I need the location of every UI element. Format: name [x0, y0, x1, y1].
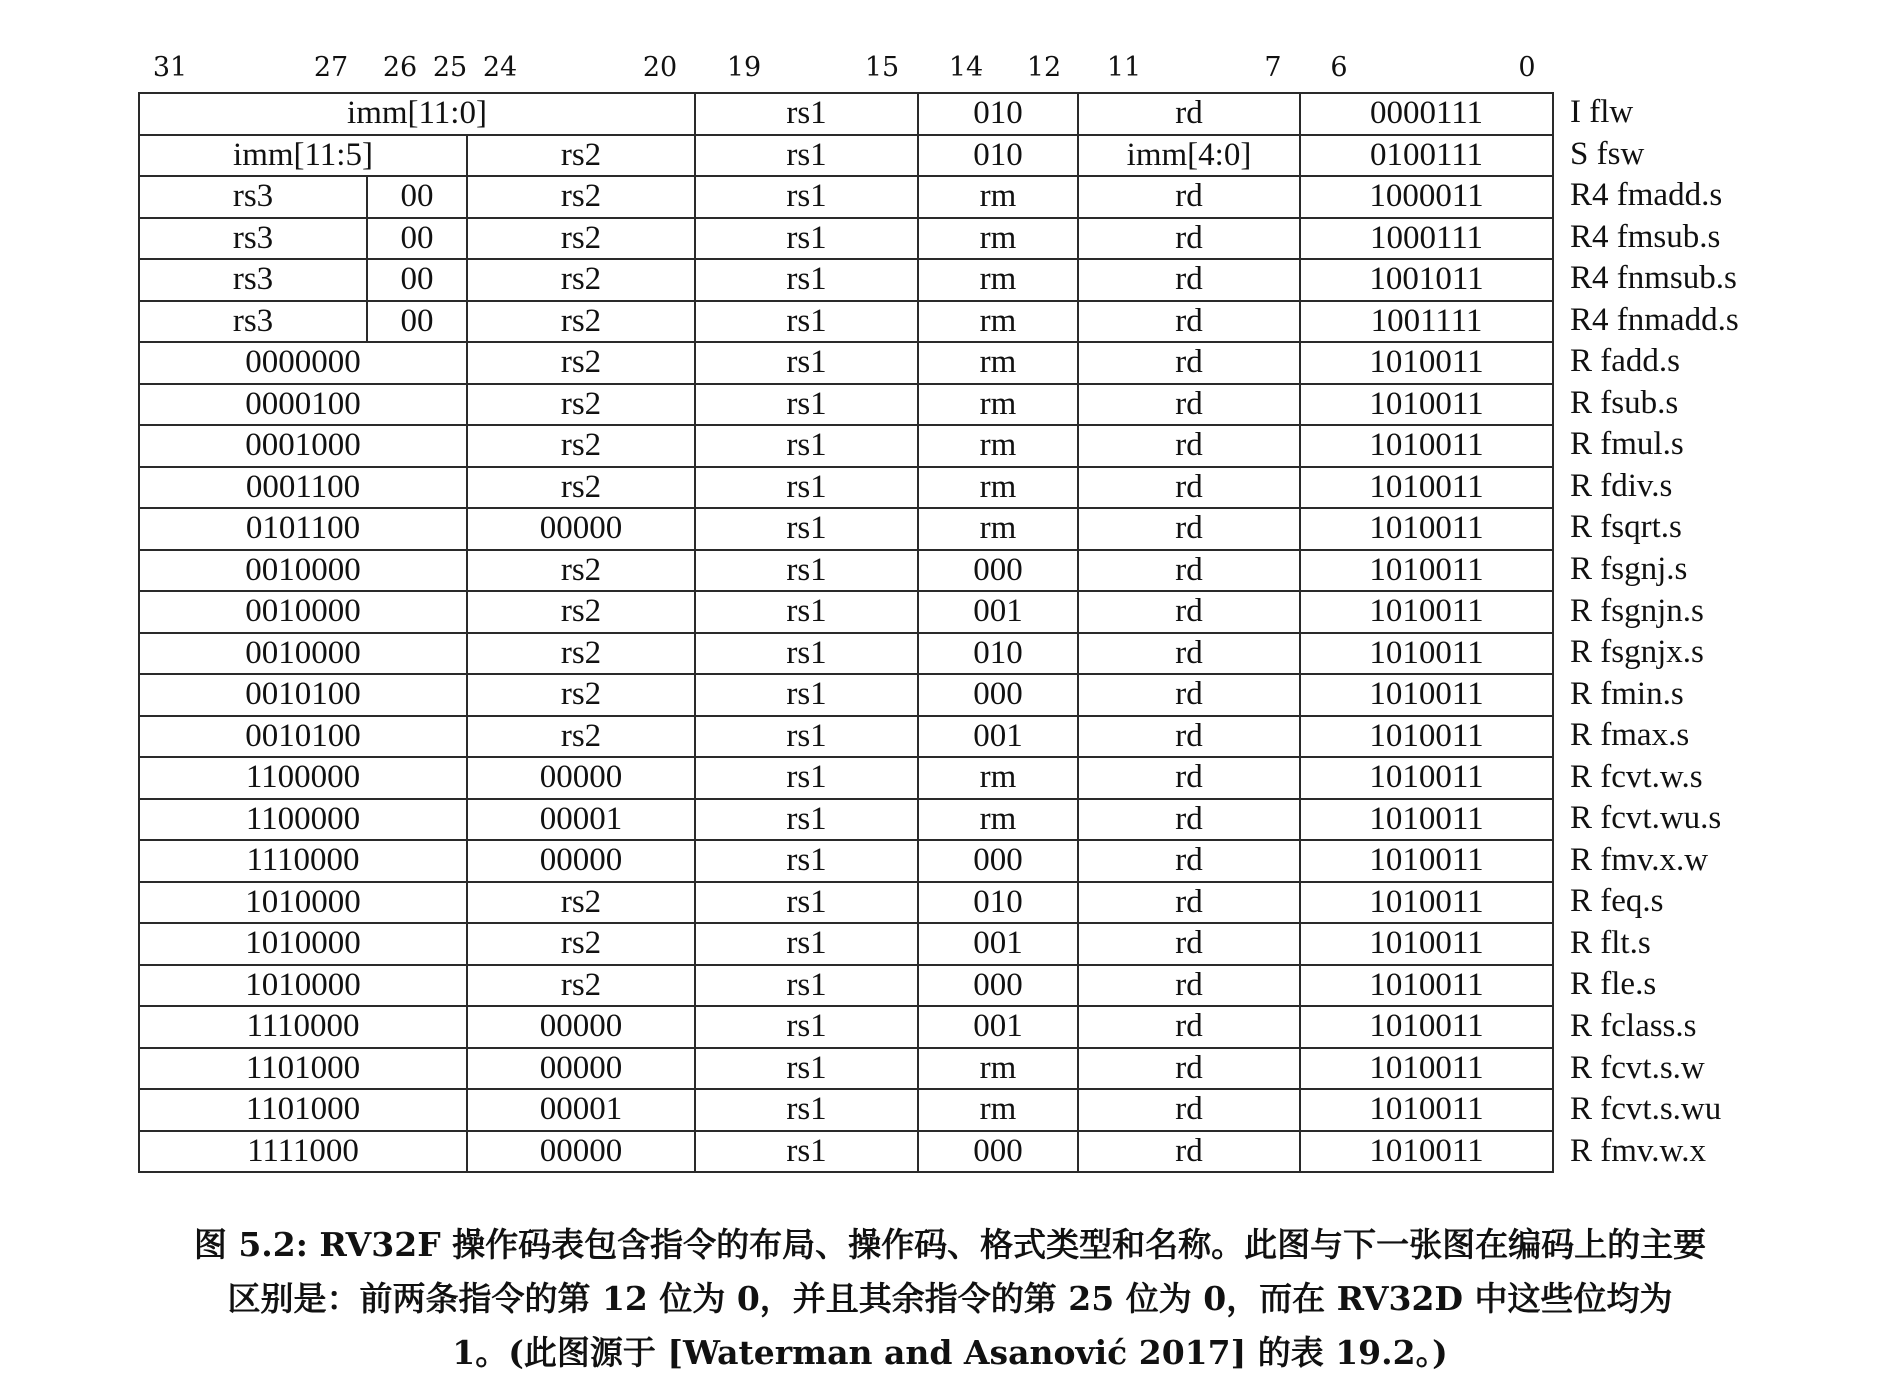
instruction-mnemonic: flt.s: [1600, 924, 1651, 961]
instruction-label: [1570, 632, 1739, 674]
field-cell: 00000: [467, 508, 695, 550]
figure-caption: [70, 1218, 1830, 1380]
instruction-label: [1570, 798, 1739, 840]
instruction-mnemonic: fle.s: [1600, 966, 1657, 1003]
caption-line-2: 区别是：前两条指令的第 12 位为 0，并且其余指令的第 25 位为 0，而在 RV32D 中这些位均为: [227, 1279, 1673, 1318]
field-cell: rs1: [695, 384, 918, 426]
instruction-mnemonic: feq.s: [1600, 883, 1664, 920]
format-type: I: [1570, 94, 1581, 130]
field-cell: rs2: [467, 882, 695, 924]
field-cell: rs3: [139, 176, 367, 218]
field-cell: 00: [367, 301, 467, 343]
field-cell: 1010011: [1300, 1089, 1553, 1131]
field-cell: 00000: [467, 757, 695, 799]
field-cell: rs2: [467, 674, 695, 716]
table-row: [139, 1048, 1553, 1090]
field-cell: 1010011: [1300, 633, 1553, 675]
field-cell: rm: [918, 384, 1078, 426]
field-cell: 1100000: [139, 757, 467, 799]
field-cell: rd: [1078, 301, 1300, 343]
bit-position-header: [0, 52, 1890, 88]
field-cell: 001: [918, 591, 1078, 633]
instruction-label: [1570, 674, 1739, 716]
table-row: [139, 674, 1553, 716]
field-cell: rm: [918, 342, 1078, 384]
bit-label: 7: [1264, 52, 1282, 83]
field-cell: 00: [367, 259, 467, 301]
field-cell: rs2: [467, 384, 695, 426]
format-type: R: [1570, 717, 1593, 754]
instruction-mnemonic: fnmsub.s: [1616, 260, 1737, 297]
instruction-mnemonic: fsw: [1596, 135, 1645, 172]
field-cell: rd: [1078, 1131, 1300, 1173]
field-cell: rs1: [695, 591, 918, 633]
field-cell: 1010011: [1300, 1131, 1553, 1173]
field-cell: rs1: [695, 1089, 918, 1131]
field-cell: 0100111: [1300, 135, 1553, 177]
field-cell: 1010011: [1300, 508, 1553, 550]
table-row: [139, 301, 1553, 343]
field-cell: rs1: [695, 425, 918, 467]
field-cell: 0010000: [139, 633, 467, 675]
field-cell: 1010011: [1300, 882, 1553, 924]
table-row: [139, 342, 1553, 384]
bit-label: 19: [726, 52, 762, 83]
field-cell: rd: [1078, 923, 1300, 965]
field-cell: rs2: [467, 591, 695, 633]
instruction-mnemonic: fclass.s: [1600, 1008, 1697, 1045]
format-type: R: [1570, 675, 1593, 712]
field-cell: rs2: [467, 176, 695, 218]
field-cell: rd: [1078, 259, 1300, 301]
field-cell: imm[4:0]: [1078, 135, 1300, 177]
instruction-mnemonic: fcvt.wu.s: [1600, 800, 1722, 837]
field-cell: rs2: [467, 550, 695, 592]
bit-label: 27: [313, 52, 349, 83]
field-cell: rm: [918, 1089, 1078, 1131]
field-cell: 001: [918, 716, 1078, 758]
table-row: [139, 1131, 1553, 1173]
field-cell: rs1: [695, 799, 918, 841]
table-row: [139, 1006, 1553, 1048]
instruction-mnemonic: fsgnjn.s: [1600, 592, 1704, 629]
field-cell: rs2: [467, 259, 695, 301]
instruction-label: [1570, 591, 1739, 633]
field-cell: rm: [918, 176, 1078, 218]
field-cell: 1000111: [1300, 218, 1553, 260]
field-cell: rs1: [695, 93, 918, 135]
format-type: R: [1570, 841, 1593, 878]
field-cell: rd: [1078, 882, 1300, 924]
instruction-mnemonic: fsgnj.s: [1600, 551, 1688, 588]
field-cell: rs1: [695, 1006, 918, 1048]
caption-line-3: 1。(此图源于 [Waterman and Asanović 2017] 的表 19.2。): [452, 1333, 1448, 1372]
field-cell: rs1: [695, 757, 918, 799]
instruction-mnemonic: fsqrt.s: [1600, 509, 1682, 546]
format-type: R: [1570, 467, 1593, 504]
field-cell: rm: [918, 218, 1078, 260]
instruction-mnemonic: fcvt.w.s: [1600, 758, 1703, 795]
field-cell: rm: [918, 1048, 1078, 1090]
instruction-label: [1570, 715, 1739, 757]
field-cell: 1001011: [1300, 259, 1553, 301]
field-cell: rd: [1078, 425, 1300, 467]
field-cell: rs1: [695, 508, 918, 550]
instruction-label: [1570, 1089, 1739, 1131]
instruction-mnemonic: fadd.s: [1600, 343, 1680, 380]
caption-line-1: 图 5.2: RV32F 操作码表包含指令的布局、操作码、格式类型和名称。此图与下一张图在编码上的主要: [193, 1225, 1707, 1264]
field-cell: rs2: [467, 425, 695, 467]
format-type: R: [1570, 1008, 1593, 1045]
field-cell: 1101000: [139, 1089, 467, 1131]
field-cell: rs2: [467, 135, 695, 177]
field-cell: rs2: [467, 965, 695, 1007]
field-cell: 1010011: [1300, 384, 1553, 426]
table-row: [139, 1089, 1553, 1131]
field-cell: rd: [1078, 633, 1300, 675]
instruction-label: [1570, 757, 1739, 799]
field-cell: rs2: [467, 218, 695, 260]
bit-label: 15: [864, 52, 900, 83]
format-type: R: [1570, 800, 1593, 837]
field-cell: 1010011: [1300, 674, 1553, 716]
field-cell: rs1: [695, 342, 918, 384]
instruction-label: [1570, 424, 1739, 466]
field-cell: rs2: [467, 633, 695, 675]
instruction-label: [1570, 1131, 1739, 1173]
field-cell: rs3: [139, 259, 367, 301]
field-cell: 1010011: [1300, 342, 1553, 384]
instruction-label: [1570, 383, 1739, 425]
field-cell: rd: [1078, 674, 1300, 716]
instruction-mnemonic: fnmadd.s: [1616, 301, 1739, 338]
field-cell: rd: [1078, 757, 1300, 799]
field-cell: rm: [918, 508, 1078, 550]
field-cell: rd: [1078, 467, 1300, 509]
table-row: [139, 882, 1553, 924]
field-cell: rs1: [695, 218, 918, 260]
table-row: [139, 384, 1553, 426]
field-cell: 00000: [467, 1048, 695, 1090]
field-cell: rs2: [467, 301, 695, 343]
table-row: [139, 550, 1553, 592]
format-type: R4: [1570, 301, 1609, 338]
field-cell: 000: [918, 1131, 1078, 1173]
field-cell: 00001: [467, 799, 695, 841]
bit-label: 20: [642, 52, 678, 83]
field-cell: 00000: [467, 1006, 695, 1048]
field-cell: 1010011: [1300, 965, 1553, 1007]
field-cell: 0000000: [139, 342, 467, 384]
instruction-label: [1570, 1006, 1739, 1048]
field-cell: 010: [918, 882, 1078, 924]
opcode-table: [138, 92, 1554, 1173]
field-cell: 1100000: [139, 799, 467, 841]
field-cell: rd: [1078, 93, 1300, 135]
field-cell: 010: [918, 135, 1078, 177]
field-cell: 0010000: [139, 591, 467, 633]
instruction-mnemonic: fmadd.s: [1616, 177, 1723, 214]
field-cell: 1010011: [1300, 591, 1553, 633]
field-cell: rs1: [695, 176, 918, 218]
field-cell: 010: [918, 93, 1078, 135]
field-cell: 000: [918, 965, 1078, 1007]
field-cell: 1111000: [139, 1131, 467, 1173]
field-cell: imm[11:0]: [139, 93, 695, 135]
field-cell: rs1: [695, 882, 918, 924]
field-cell: 0001100: [139, 467, 467, 509]
field-cell: rm: [918, 467, 1078, 509]
field-cell: 0101100: [139, 508, 467, 550]
bit-label: 31: [152, 52, 188, 83]
field-cell: rs3: [139, 218, 367, 260]
table-row: [139, 633, 1553, 675]
format-type: R4: [1570, 177, 1609, 214]
field-cell: rs1: [695, 550, 918, 592]
instruction-mnemonic: fmv.x.w: [1600, 841, 1709, 878]
field-cell: rs1: [695, 840, 918, 882]
instruction-label: [1570, 92, 1739, 134]
field-cell: rs1: [695, 674, 918, 716]
format-type: R: [1570, 426, 1593, 463]
field-cell: 001: [918, 923, 1078, 965]
instruction-label: [1570, 300, 1739, 342]
format-type: R: [1570, 509, 1593, 546]
field-cell: rd: [1078, 508, 1300, 550]
format-type: R: [1570, 758, 1593, 795]
field-cell: rd: [1078, 716, 1300, 758]
field-cell: rd: [1078, 550, 1300, 592]
field-cell: rd: [1078, 1048, 1300, 1090]
field-cell: 0010000: [139, 550, 467, 592]
field-cell: rm: [918, 425, 1078, 467]
field-cell: imm[11:5]: [139, 135, 467, 177]
field-cell: rs2: [467, 342, 695, 384]
field-cell: 0010100: [139, 716, 467, 758]
format-type: R: [1570, 343, 1593, 380]
format-type: R4: [1570, 218, 1609, 255]
field-cell: 0000111: [1300, 93, 1553, 135]
instruction-mnemonic: fmul.s: [1600, 426, 1684, 463]
instruction-mnemonic: fmsub.s: [1616, 218, 1721, 255]
format-type: R: [1570, 551, 1593, 588]
field-cell: 00001: [467, 1089, 695, 1131]
instruction-label: [1570, 549, 1739, 591]
field-cell: 1010011: [1300, 425, 1553, 467]
field-cell: 1010011: [1300, 923, 1553, 965]
table-row: [139, 259, 1553, 301]
format-type: S: [1570, 135, 1589, 172]
bit-label: 6: [1330, 52, 1348, 83]
field-cell: 00: [367, 176, 467, 218]
field-cell: 0000100: [139, 384, 467, 426]
format-type: R: [1570, 1091, 1593, 1128]
table-row: [139, 840, 1553, 882]
field-cell: rs2: [467, 467, 695, 509]
field-cell: rd: [1078, 1089, 1300, 1131]
format-type: R: [1570, 592, 1593, 629]
bit-label: 24: [482, 52, 518, 83]
instruction-mnemonic: flw: [1589, 94, 1634, 130]
field-cell: 1110000: [139, 840, 467, 882]
instruction-mnemonic: fsgnjx.s: [1600, 634, 1704, 671]
bit-label: 14: [948, 52, 984, 83]
format-type: R: [1570, 384, 1593, 421]
field-cell: 1010011: [1300, 799, 1553, 841]
field-cell: 001: [918, 1006, 1078, 1048]
field-cell: rs2: [467, 716, 695, 758]
bit-label: 26: [382, 52, 418, 83]
field-cell: rm: [918, 757, 1078, 799]
field-cell: rs1: [695, 923, 918, 965]
field-cell: 000: [918, 840, 1078, 882]
field-cell: rs1: [695, 633, 918, 675]
field-cell: 000: [918, 674, 1078, 716]
field-cell: rs1: [695, 135, 918, 177]
instruction-label: [1570, 964, 1739, 1006]
field-cell: 010: [918, 633, 1078, 675]
table-row: [139, 93, 1553, 135]
field-cell: 00000: [467, 840, 695, 882]
field-cell: rd: [1078, 799, 1300, 841]
format-type: R: [1570, 883, 1593, 920]
instruction-label: [1570, 217, 1739, 259]
field-cell: 1010000: [139, 923, 467, 965]
instruction-mnemonic: fcvt.s.wu: [1600, 1091, 1722, 1128]
instruction-label: [1570, 923, 1739, 965]
field-cell: rd: [1078, 342, 1300, 384]
field-cell: rm: [918, 259, 1078, 301]
field-cell: rd: [1078, 1006, 1300, 1048]
table-row: [139, 591, 1553, 633]
field-cell: rs1: [695, 965, 918, 1007]
field-cell: 1010000: [139, 965, 467, 1007]
field-cell: 1010011: [1300, 1006, 1553, 1048]
field-cell: rd: [1078, 218, 1300, 260]
field-cell: 1010011: [1300, 550, 1553, 592]
table-row: [139, 965, 1553, 1007]
field-cell: rd: [1078, 591, 1300, 633]
instruction-mnemonic: fmax.s: [1600, 717, 1690, 754]
table-row: [139, 508, 1553, 550]
instruction-label: [1570, 134, 1739, 176]
field-cell: rd: [1078, 840, 1300, 882]
field-cell: 1010011: [1300, 757, 1553, 799]
field-cell: rd: [1078, 965, 1300, 1007]
field-cell: 1010011: [1300, 716, 1553, 758]
format-type: R: [1570, 1132, 1593, 1169]
bit-label: 0: [1518, 52, 1536, 83]
field-cell: rs1: [695, 301, 918, 343]
format-type: R: [1570, 634, 1593, 671]
instruction-mnemonic: fdiv.s: [1600, 467, 1673, 504]
table-row: [139, 923, 1553, 965]
field-cell: 1010011: [1300, 840, 1553, 882]
table-row: [139, 218, 1553, 260]
format-type: R: [1570, 924, 1593, 961]
field-cell: rs1: [695, 716, 918, 758]
field-cell: 0001000: [139, 425, 467, 467]
format-type: R4: [1570, 260, 1609, 297]
field-cell: rs3: [139, 301, 367, 343]
instruction-label: [1570, 258, 1739, 300]
table-row: [139, 425, 1553, 467]
field-cell: 1110000: [139, 1006, 467, 1048]
instruction-label: [1570, 466, 1739, 508]
field-cell: 0010100: [139, 674, 467, 716]
instruction-label: [1570, 507, 1739, 549]
table-row: [139, 467, 1553, 509]
instruction-mnemonic: fcvt.s.w: [1600, 1049, 1705, 1086]
instruction-label: [1570, 341, 1739, 383]
field-cell: rs1: [695, 259, 918, 301]
bit-label: 11: [1106, 52, 1142, 83]
table-row: [139, 176, 1553, 218]
field-cell: rd: [1078, 176, 1300, 218]
field-cell: 00: [367, 218, 467, 260]
instruction-label: [1570, 175, 1739, 217]
table-row: [139, 757, 1553, 799]
instruction-label: [1570, 1048, 1739, 1090]
field-cell: 1101000: [139, 1048, 467, 1090]
field-cell: rm: [918, 799, 1078, 841]
field-cell: rm: [918, 301, 1078, 343]
instruction-mnemonic: fmv.w.x: [1600, 1132, 1706, 1169]
instruction-mnemonic: fsub.s: [1600, 384, 1679, 421]
table-row: [139, 716, 1553, 758]
field-cell: 1010011: [1300, 1048, 1553, 1090]
bit-label: 12: [1026, 52, 1062, 83]
format-type: R: [1570, 1049, 1593, 1086]
table-row: [139, 799, 1553, 841]
instruction-label: [1570, 881, 1739, 923]
field-cell: rs1: [695, 1048, 918, 1090]
field-cell: 1001111: [1300, 301, 1553, 343]
format-type: R: [1570, 966, 1593, 1003]
field-cell: rd: [1078, 384, 1300, 426]
table-row: [139, 135, 1553, 177]
field-cell: 1010000: [139, 882, 467, 924]
field-cell: 1010011: [1300, 467, 1553, 509]
instruction-label: [1570, 840, 1739, 882]
bit-label: 25: [432, 52, 468, 83]
field-cell: 000: [918, 550, 1078, 592]
field-cell: rs2: [467, 923, 695, 965]
instruction-name-list: [1570, 92, 1739, 1172]
field-cell: rs1: [695, 1131, 918, 1173]
field-cell: 1000011: [1300, 176, 1553, 218]
field-cell: 00000: [467, 1131, 695, 1173]
field-cell: rs1: [695, 467, 918, 509]
instruction-mnemonic: fmin.s: [1600, 675, 1684, 712]
